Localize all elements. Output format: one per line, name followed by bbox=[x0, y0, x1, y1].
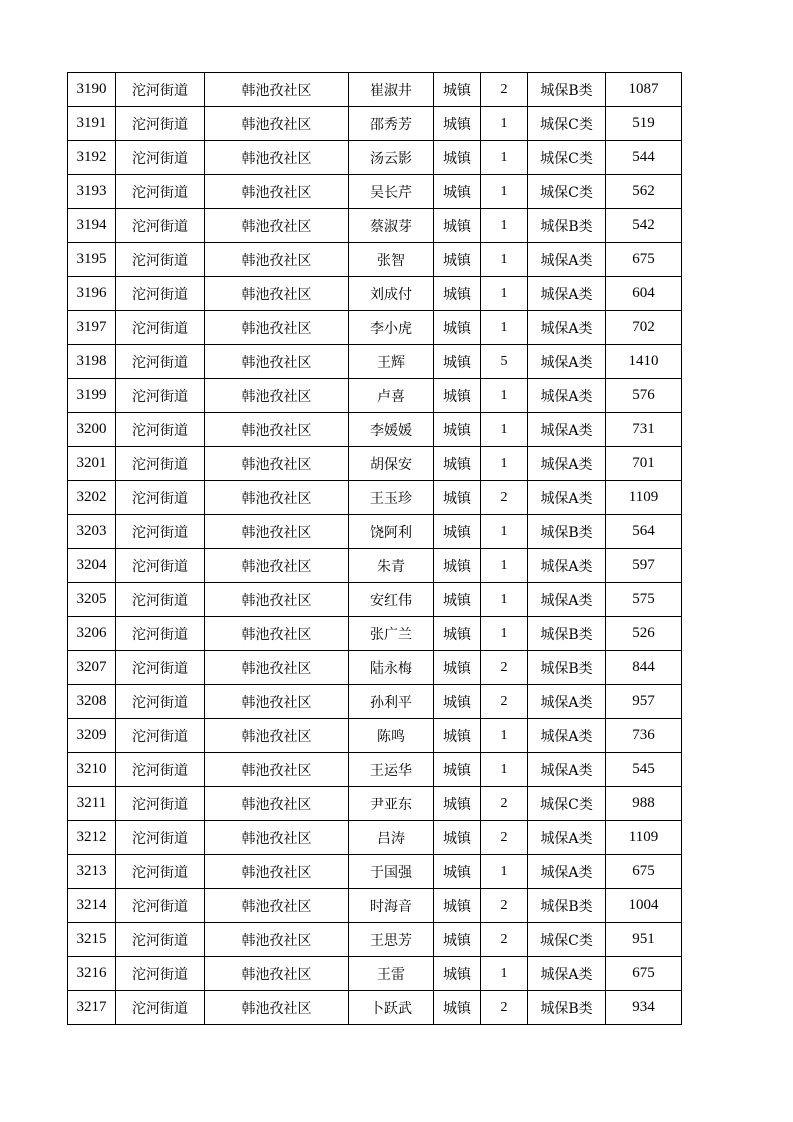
category-cell: 城保A类 bbox=[528, 821, 606, 855]
community-cell: 韩池孜社区 bbox=[205, 141, 349, 175]
record-number-cell: 3201 bbox=[68, 447, 116, 481]
category-cell: 城保B类 bbox=[528, 651, 606, 685]
street-cell: 沱河街道 bbox=[116, 107, 205, 141]
table-row bbox=[68, 685, 682, 719]
community-cell: 韩池孜社区 bbox=[205, 379, 349, 413]
person-name-cell: 胡保安 bbox=[349, 447, 434, 481]
household-count-cell: 1 bbox=[481, 107, 528, 141]
table-row bbox=[68, 447, 682, 481]
household-count-cell: 1 bbox=[481, 753, 528, 787]
record-number-cell: 3205 bbox=[68, 583, 116, 617]
record-number-cell: 3211 bbox=[68, 787, 116, 821]
street-cell: 沱河街道 bbox=[116, 719, 205, 753]
street-cell: 沱河街道 bbox=[116, 73, 205, 107]
street-cell: 沱河街道 bbox=[116, 413, 205, 447]
table-row bbox=[68, 957, 682, 991]
street-cell: 沱河街道 bbox=[116, 549, 205, 583]
table-row bbox=[68, 719, 682, 753]
street-cell: 沱河街道 bbox=[116, 277, 205, 311]
category-cell: 城保C类 bbox=[528, 107, 606, 141]
community-cell: 韩池孜社区 bbox=[205, 685, 349, 719]
household-count-cell: 2 bbox=[481, 481, 528, 515]
area-type-cell: 城镇 bbox=[434, 787, 481, 821]
table-row bbox=[68, 311, 682, 345]
amount-cell: 562 bbox=[606, 175, 682, 209]
household-count-cell: 2 bbox=[481, 991, 528, 1025]
amount-cell: 1004 bbox=[606, 889, 682, 923]
person-name-cell: 汤云影 bbox=[349, 141, 434, 175]
category-cell: 城保A类 bbox=[528, 447, 606, 481]
area-type-cell: 城镇 bbox=[434, 923, 481, 957]
community-cell: 韩池孜社区 bbox=[205, 413, 349, 447]
table-row bbox=[68, 209, 682, 243]
category-cell: 城保C类 bbox=[528, 923, 606, 957]
amount-cell: 736 bbox=[606, 719, 682, 753]
category-cell: 城保A类 bbox=[528, 957, 606, 991]
area-type-cell: 城镇 bbox=[434, 991, 481, 1025]
household-count-cell: 1 bbox=[481, 617, 528, 651]
community-cell: 韩池孜社区 bbox=[205, 719, 349, 753]
area-type-cell: 城镇 bbox=[434, 957, 481, 991]
household-count-cell: 2 bbox=[481, 923, 528, 957]
street-cell: 沱河街道 bbox=[116, 787, 205, 821]
record-number-cell: 3202 bbox=[68, 481, 116, 515]
table-row bbox=[68, 515, 682, 549]
record-number-cell: 3199 bbox=[68, 379, 116, 413]
amount-cell: 934 bbox=[606, 991, 682, 1025]
person-name-cell: 吴长芹 bbox=[349, 175, 434, 209]
category-cell: 城保B类 bbox=[528, 209, 606, 243]
amount-cell: 731 bbox=[606, 413, 682, 447]
table-row bbox=[68, 243, 682, 277]
person-name-cell: 王玉珍 bbox=[349, 481, 434, 515]
record-number-cell: 3203 bbox=[68, 515, 116, 549]
community-cell: 韩池孜社区 bbox=[205, 923, 349, 957]
amount-cell: 951 bbox=[606, 923, 682, 957]
household-count-cell: 1 bbox=[481, 175, 528, 209]
person-name-cell: 王思芳 bbox=[349, 923, 434, 957]
street-cell: 沱河街道 bbox=[116, 991, 205, 1025]
community-cell: 韩池孜社区 bbox=[205, 209, 349, 243]
person-name-cell: 朱青 bbox=[349, 549, 434, 583]
amount-cell: 542 bbox=[606, 209, 682, 243]
benefit-roster-table bbox=[67, 72, 682, 1025]
community-cell: 韩池孜社区 bbox=[205, 549, 349, 583]
household-count-cell: 1 bbox=[481, 243, 528, 277]
amount-cell: 575 bbox=[606, 583, 682, 617]
street-cell: 沱河街道 bbox=[116, 889, 205, 923]
street-cell: 沱河街道 bbox=[116, 379, 205, 413]
community-cell: 韩池孜社区 bbox=[205, 481, 349, 515]
amount-cell: 957 bbox=[606, 685, 682, 719]
person-name-cell: 张广兰 bbox=[349, 617, 434, 651]
household-count-cell: 2 bbox=[481, 821, 528, 855]
person-name-cell: 孙利平 bbox=[349, 685, 434, 719]
amount-cell: 597 bbox=[606, 549, 682, 583]
person-name-cell: 崔淑井 bbox=[349, 73, 434, 107]
person-name-cell: 陈鸣 bbox=[349, 719, 434, 753]
category-cell: 城保B类 bbox=[528, 889, 606, 923]
table-row bbox=[68, 379, 682, 413]
table-row bbox=[68, 787, 682, 821]
amount-cell: 1410 bbox=[606, 345, 682, 379]
area-type-cell: 城镇 bbox=[434, 855, 481, 889]
street-cell: 沱河街道 bbox=[116, 311, 205, 345]
person-name-cell: 张智 bbox=[349, 243, 434, 277]
area-type-cell: 城镇 bbox=[434, 583, 481, 617]
record-number-cell: 3192 bbox=[68, 141, 116, 175]
person-name-cell: 王运华 bbox=[349, 753, 434, 787]
household-count-cell: 2 bbox=[481, 651, 528, 685]
amount-cell: 844 bbox=[606, 651, 682, 685]
category-cell: 城保A类 bbox=[528, 753, 606, 787]
household-count-cell: 1 bbox=[481, 209, 528, 243]
community-cell: 韩池孜社区 bbox=[205, 243, 349, 277]
table-row bbox=[68, 549, 682, 583]
table-row bbox=[68, 991, 682, 1025]
amount-cell: 988 bbox=[606, 787, 682, 821]
category-cell: 城保A类 bbox=[528, 685, 606, 719]
amount-cell: 1109 bbox=[606, 481, 682, 515]
record-number-cell: 3213 bbox=[68, 855, 116, 889]
person-name-cell: 安红伟 bbox=[349, 583, 434, 617]
category-cell: 城保A类 bbox=[528, 855, 606, 889]
community-cell: 韩池孜社区 bbox=[205, 107, 349, 141]
community-cell: 韩池孜社区 bbox=[205, 617, 349, 651]
table-row bbox=[68, 889, 682, 923]
category-cell: 城保A类 bbox=[528, 583, 606, 617]
person-name-cell: 李小虎 bbox=[349, 311, 434, 345]
area-type-cell: 城镇 bbox=[434, 311, 481, 345]
area-type-cell: 城镇 bbox=[434, 107, 481, 141]
area-type-cell: 城镇 bbox=[434, 175, 481, 209]
household-count-cell: 2 bbox=[481, 889, 528, 923]
area-type-cell: 城镇 bbox=[434, 141, 481, 175]
record-number-cell: 3212 bbox=[68, 821, 116, 855]
person-name-cell: 李媛媛 bbox=[349, 413, 434, 447]
record-number-cell: 3191 bbox=[68, 107, 116, 141]
community-cell: 韩池孜社区 bbox=[205, 787, 349, 821]
area-type-cell: 城镇 bbox=[434, 243, 481, 277]
table-row bbox=[68, 651, 682, 685]
household-count-cell: 1 bbox=[481, 957, 528, 991]
community-cell: 韩池孜社区 bbox=[205, 889, 349, 923]
person-name-cell: 刘成付 bbox=[349, 277, 434, 311]
person-name-cell: 尹亚东 bbox=[349, 787, 434, 821]
amount-cell: 675 bbox=[606, 243, 682, 277]
street-cell: 沱河街道 bbox=[116, 821, 205, 855]
amount-cell: 604 bbox=[606, 277, 682, 311]
person-name-cell: 王雷 bbox=[349, 957, 434, 991]
table-row bbox=[68, 277, 682, 311]
area-type-cell: 城镇 bbox=[434, 73, 481, 107]
table-row bbox=[68, 345, 682, 379]
record-number-cell: 3200 bbox=[68, 413, 116, 447]
record-number-cell: 3190 bbox=[68, 73, 116, 107]
street-cell: 沱河街道 bbox=[116, 583, 205, 617]
amount-cell: 544 bbox=[606, 141, 682, 175]
area-type-cell: 城镇 bbox=[434, 821, 481, 855]
category-cell: 城保C类 bbox=[528, 787, 606, 821]
community-cell: 韩池孜社区 bbox=[205, 855, 349, 889]
category-cell: 城保A类 bbox=[528, 243, 606, 277]
household-count-cell: 1 bbox=[481, 583, 528, 617]
street-cell: 沱河街道 bbox=[116, 753, 205, 787]
category-cell: 城保A类 bbox=[528, 345, 606, 379]
household-count-cell: 1 bbox=[481, 719, 528, 753]
amount-cell: 576 bbox=[606, 379, 682, 413]
person-name-cell: 陆永梅 bbox=[349, 651, 434, 685]
household-count-cell: 1 bbox=[481, 311, 528, 345]
street-cell: 沱河街道 bbox=[116, 651, 205, 685]
street-cell: 沱河街道 bbox=[116, 345, 205, 379]
record-number-cell: 3216 bbox=[68, 957, 116, 991]
community-cell: 韩池孜社区 bbox=[205, 651, 349, 685]
table-row bbox=[68, 617, 682, 651]
community-cell: 韩池孜社区 bbox=[205, 447, 349, 481]
household-count-cell: 2 bbox=[481, 787, 528, 821]
amount-cell: 526 bbox=[606, 617, 682, 651]
person-name-cell: 吕涛 bbox=[349, 821, 434, 855]
category-cell: 城保C类 bbox=[528, 175, 606, 209]
person-name-cell: 蔡淑芽 bbox=[349, 209, 434, 243]
household-count-cell: 1 bbox=[481, 549, 528, 583]
community-cell: 韩池孜社区 bbox=[205, 345, 349, 379]
household-count-cell: 5 bbox=[481, 345, 528, 379]
street-cell: 沱河街道 bbox=[116, 923, 205, 957]
amount-cell: 564 bbox=[606, 515, 682, 549]
category-cell: 城保B类 bbox=[528, 515, 606, 549]
area-type-cell: 城镇 bbox=[434, 345, 481, 379]
record-number-cell: 3193 bbox=[68, 175, 116, 209]
person-name-cell: 卢喜 bbox=[349, 379, 434, 413]
person-name-cell: 王辉 bbox=[349, 345, 434, 379]
street-cell: 沱河街道 bbox=[116, 447, 205, 481]
street-cell: 沱河街道 bbox=[116, 481, 205, 515]
street-cell: 沱河街道 bbox=[116, 685, 205, 719]
household-count-cell: 1 bbox=[481, 413, 528, 447]
area-type-cell: 城镇 bbox=[434, 889, 481, 923]
community-cell: 韩池孜社区 bbox=[205, 753, 349, 787]
table-row bbox=[68, 141, 682, 175]
record-number-cell: 3208 bbox=[68, 685, 116, 719]
record-number-cell: 3206 bbox=[68, 617, 116, 651]
area-type-cell: 城镇 bbox=[434, 549, 481, 583]
household-count-cell: 2 bbox=[481, 73, 528, 107]
record-number-cell: 3198 bbox=[68, 345, 116, 379]
area-type-cell: 城镇 bbox=[434, 209, 481, 243]
amount-cell: 675 bbox=[606, 855, 682, 889]
amount-cell: 701 bbox=[606, 447, 682, 481]
table-row bbox=[68, 175, 682, 209]
area-type-cell: 城镇 bbox=[434, 651, 481, 685]
record-number-cell: 3196 bbox=[68, 277, 116, 311]
person-name-cell: 卜跃武 bbox=[349, 991, 434, 1025]
amount-cell: 675 bbox=[606, 957, 682, 991]
household-count-cell: 2 bbox=[481, 685, 528, 719]
category-cell: 城保A类 bbox=[528, 311, 606, 345]
community-cell: 韩池孜社区 bbox=[205, 175, 349, 209]
category-cell: 城保A类 bbox=[528, 277, 606, 311]
street-cell: 沱河街道 bbox=[116, 957, 205, 991]
table-row bbox=[68, 583, 682, 617]
record-number-cell: 3204 bbox=[68, 549, 116, 583]
person-name-cell: 于国强 bbox=[349, 855, 434, 889]
category-cell: 城保B类 bbox=[528, 991, 606, 1025]
record-number-cell: 3207 bbox=[68, 651, 116, 685]
table-row bbox=[68, 753, 682, 787]
person-name-cell: 时海音 bbox=[349, 889, 434, 923]
community-cell: 韩池孜社区 bbox=[205, 957, 349, 991]
table-row bbox=[68, 481, 682, 515]
street-cell: 沱河街道 bbox=[116, 141, 205, 175]
table-row bbox=[68, 413, 682, 447]
amount-cell: 519 bbox=[606, 107, 682, 141]
record-number-cell: 3197 bbox=[68, 311, 116, 345]
record-number-cell: 3210 bbox=[68, 753, 116, 787]
area-type-cell: 城镇 bbox=[434, 481, 481, 515]
table-row bbox=[68, 855, 682, 889]
table-row bbox=[68, 821, 682, 855]
table-row bbox=[68, 73, 682, 107]
roster-body bbox=[68, 73, 682, 1025]
table-row bbox=[68, 107, 682, 141]
community-cell: 韩池孜社区 bbox=[205, 515, 349, 549]
area-type-cell: 城镇 bbox=[434, 379, 481, 413]
community-cell: 韩池孜社区 bbox=[205, 821, 349, 855]
category-cell: 城保A类 bbox=[528, 379, 606, 413]
street-cell: 沱河街道 bbox=[116, 209, 205, 243]
amount-cell: 1109 bbox=[606, 821, 682, 855]
street-cell: 沱河街道 bbox=[116, 855, 205, 889]
community-cell: 韩池孜社区 bbox=[205, 73, 349, 107]
household-count-cell: 1 bbox=[481, 379, 528, 413]
category-cell: 城保A类 bbox=[528, 413, 606, 447]
area-type-cell: 城镇 bbox=[434, 685, 481, 719]
record-number-cell: 3195 bbox=[68, 243, 116, 277]
area-type-cell: 城镇 bbox=[434, 515, 481, 549]
table-row bbox=[68, 923, 682, 957]
category-cell: 城保C类 bbox=[528, 141, 606, 175]
area-type-cell: 城镇 bbox=[434, 719, 481, 753]
category-cell: 城保A类 bbox=[528, 481, 606, 515]
household-count-cell: 1 bbox=[481, 277, 528, 311]
street-cell: 沱河街道 bbox=[116, 515, 205, 549]
street-cell: 沱河街道 bbox=[116, 617, 205, 651]
community-cell: 韩池孜社区 bbox=[205, 583, 349, 617]
household-count-cell: 1 bbox=[481, 447, 528, 481]
record-number-cell: 3214 bbox=[68, 889, 116, 923]
amount-cell: 702 bbox=[606, 311, 682, 345]
category-cell: 城保A类 bbox=[528, 549, 606, 583]
area-type-cell: 城镇 bbox=[434, 277, 481, 311]
household-count-cell: 1 bbox=[481, 141, 528, 175]
household-count-cell: 1 bbox=[481, 515, 528, 549]
record-number-cell: 3217 bbox=[68, 991, 116, 1025]
person-name-cell: 邵秀芳 bbox=[349, 107, 434, 141]
area-type-cell: 城镇 bbox=[434, 617, 481, 651]
record-number-cell: 3215 bbox=[68, 923, 116, 957]
street-cell: 沱河街道 bbox=[116, 175, 205, 209]
street-cell: 沱河街道 bbox=[116, 243, 205, 277]
community-cell: 韩池孜社区 bbox=[205, 311, 349, 345]
amount-cell: 1087 bbox=[606, 73, 682, 107]
person-name-cell: 饶阿利 bbox=[349, 515, 434, 549]
community-cell: 韩池孜社区 bbox=[205, 991, 349, 1025]
area-type-cell: 城镇 bbox=[434, 447, 481, 481]
record-number-cell: 3194 bbox=[68, 209, 116, 243]
area-type-cell: 城镇 bbox=[434, 753, 481, 787]
area-type-cell: 城镇 bbox=[434, 413, 481, 447]
community-cell: 韩池孜社区 bbox=[205, 277, 349, 311]
category-cell: 城保B类 bbox=[528, 73, 606, 107]
record-number-cell: 3209 bbox=[68, 719, 116, 753]
household-count-cell: 1 bbox=[481, 855, 528, 889]
category-cell: 城保A类 bbox=[528, 719, 606, 753]
category-cell: 城保B类 bbox=[528, 617, 606, 651]
amount-cell: 545 bbox=[606, 753, 682, 787]
